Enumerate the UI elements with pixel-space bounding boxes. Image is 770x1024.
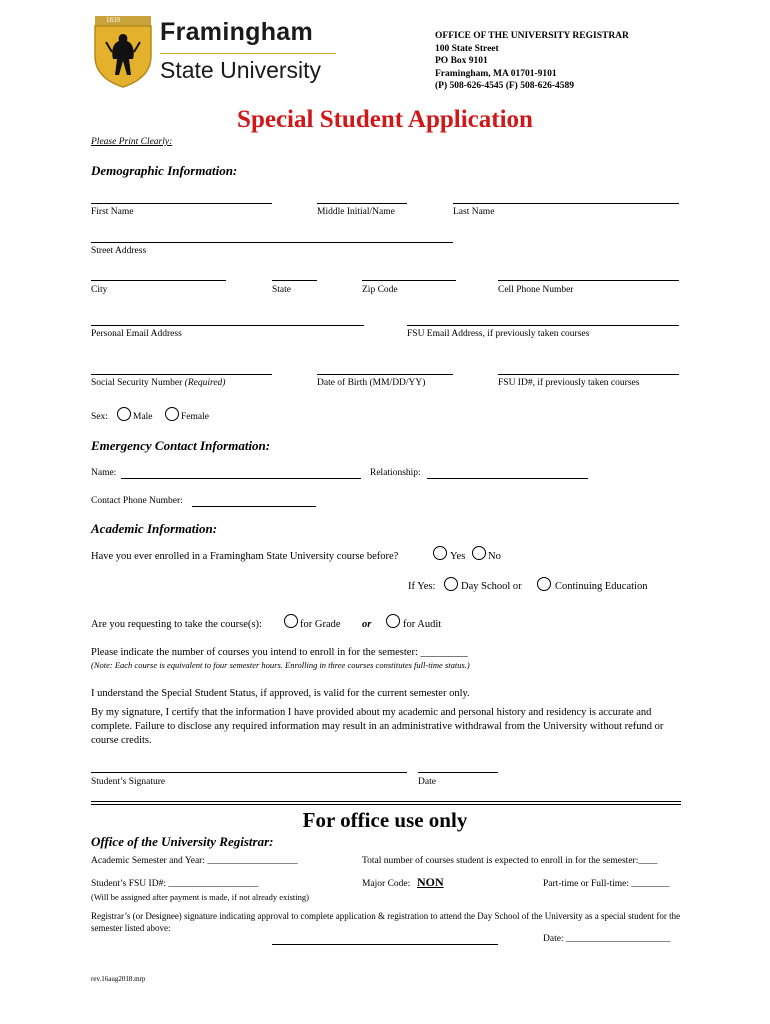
registrar-phone: (P) 508-626-4545 (F) 508-626-4589 bbox=[435, 81, 575, 91]
or-label: or bbox=[362, 619, 372, 630]
num-courses-field[interactable]: _________ bbox=[420, 647, 468, 658]
city-label: City bbox=[91, 285, 108, 295]
logo-name-line2: State University bbox=[160, 57, 322, 83]
zip-label: Zip Code bbox=[362, 285, 398, 295]
personal-email-field[interactable] bbox=[91, 325, 364, 326]
num-courses-text: Please indicate the number of courses you intend to enroll in for the semester: bbox=[91, 647, 418, 658]
emergency-heading: Emergency Contact Information: bbox=[91, 438, 271, 453]
academic-heading: Academic Information: bbox=[91, 521, 218, 536]
male-label: Male bbox=[133, 412, 153, 422]
registrar-approval-text: Registrar’s (or Designee) signature indicating approval to complete application & registration to attend the Day School of the University as a special student for the semester listed above: bbox=[91, 911, 681, 933]
major-code-label: Major Code: bbox=[362, 879, 411, 889]
sex-label: Sex: bbox=[91, 412, 108, 422]
day-school-radio[interactable] bbox=[444, 577, 458, 591]
last-name-field[interactable] bbox=[453, 203, 679, 204]
please-print-note: Please Print Clearly: bbox=[91, 137, 173, 147]
fsu-id-label: FSU ID#, if previously taken courses bbox=[498, 378, 640, 388]
first-name-field[interactable] bbox=[91, 203, 272, 204]
office-fsu-id-field[interactable]: Student’s FSU ID#: ___________________ bbox=[91, 879, 259, 889]
middle-name-label: Middle Initial/Name bbox=[317, 207, 395, 217]
state-label: State bbox=[272, 285, 291, 295]
course-note: (Note: Each course is equivalent to four semester hours. Enrolling in three courses constitutes full-time status.) bbox=[91, 660, 470, 670]
enrolled-no-label: No bbox=[488, 551, 501, 562]
city-field[interactable] bbox=[91, 280, 226, 281]
ssn-required: (Required) bbox=[184, 378, 226, 388]
certification-statement: By my signature, I certify that the information I have provided about my academic and personal history and residency is accurate and complete. Failure to disclose any required information may result in an administrative withdrawal from the University without refund or course credits. bbox=[91, 707, 664, 746]
ssn-field[interactable] bbox=[91, 374, 272, 375]
relationship-label: Relationship: bbox=[370, 468, 421, 478]
middle-name-field[interactable] bbox=[317, 203, 407, 204]
office-use-title: For office use only bbox=[302, 808, 468, 832]
for-grade-radio[interactable] bbox=[284, 614, 298, 628]
fsu-id-assign-note: (Will be assigned after payment is made, if not already existing) bbox=[91, 892, 309, 902]
page-title: Special Student Application bbox=[237, 106, 533, 133]
total-courses-field[interactable]: Total number of courses student is expected to enroll in for the semester:____ bbox=[362, 856, 658, 866]
student-date-label: Date bbox=[418, 777, 436, 787]
enrolled-yes-radio[interactable] bbox=[433, 546, 447, 560]
continuing-ed-label: Continuing Education bbox=[555, 581, 648, 592]
registrar-pobox: PO Box 9101 bbox=[435, 56, 488, 66]
registrar-city: Framingham, MA 01701-9101 bbox=[435, 68, 557, 79]
student-signature-label: Student’s Signature bbox=[91, 777, 166, 787]
enrolled-yes-label: Yes bbox=[450, 551, 466, 562]
seal-icon bbox=[92, 16, 154, 88]
state-field[interactable] bbox=[272, 280, 317, 281]
female-radio[interactable] bbox=[165, 407, 179, 421]
demographic-heading: Demographic Information: bbox=[91, 163, 238, 178]
relationship-field[interactable] bbox=[427, 478, 588, 479]
street-field[interactable] bbox=[91, 242, 453, 243]
for-audit-radio[interactable] bbox=[386, 614, 400, 628]
part-full-time-field[interactable]: Part-time or Full-time: ________ bbox=[543, 879, 670, 889]
male-radio[interactable] bbox=[117, 407, 131, 421]
fsu-email-field[interactable] bbox=[407, 325, 679, 326]
semester-field[interactable]: Academic Semester and Year: ___________________ bbox=[91, 856, 298, 866]
logo-divider bbox=[160, 53, 336, 54]
day-school-label: Day School or bbox=[461, 581, 522, 592]
for-audit-label: for Audit bbox=[403, 619, 442, 630]
office-divider bbox=[91, 801, 681, 802]
zip-field[interactable] bbox=[362, 280, 456, 281]
for-grade-label: for Grade bbox=[300, 619, 341, 630]
cell-label: Cell Phone Number bbox=[498, 285, 574, 295]
if-yes-label: If Yes: bbox=[408, 581, 436, 592]
personal-email-label: Personal Email Address bbox=[91, 329, 182, 339]
enrolled-no-radio[interactable] bbox=[472, 546, 486, 560]
requesting-question: Are you requesting to take the course(s): bbox=[91, 619, 262, 630]
understand-statement: I understand the Special Student Status, if approved, is valid for the current semester only. bbox=[91, 688, 470, 699]
last-name-label: Last Name bbox=[453, 207, 495, 217]
ssn-label-text: Social Security Number bbox=[91, 378, 183, 388]
office-divider-bottom bbox=[91, 804, 681, 805]
major-code-value: NON bbox=[417, 875, 444, 889]
student-date-field[interactable] bbox=[418, 772, 498, 773]
enrolled-question: Have you ever enrolled in a Framingham State University course before? bbox=[91, 551, 399, 562]
ssn-label bbox=[91, 378, 225, 388]
revision-footer: rev.16aug2018.mrp bbox=[91, 975, 146, 983]
continuing-ed-radio[interactable] bbox=[537, 577, 551, 591]
registrar-street: 100 State Street bbox=[435, 43, 499, 54]
street-label: Street Address bbox=[91, 246, 147, 256]
emergency-name-field[interactable] bbox=[121, 478, 361, 479]
registrar-office: OFFICE OF THE UNIVERSITY REGISTRAR bbox=[435, 31, 629, 41]
logo-year: 1839 bbox=[106, 16, 120, 24]
contact-phone-label: Contact Phone Number: bbox=[91, 496, 183, 506]
fsu-id-field[interactable] bbox=[498, 374, 679, 375]
dob-field[interactable] bbox=[317, 374, 453, 375]
first-name-label: First Name bbox=[91, 207, 134, 217]
cell-field[interactable] bbox=[498, 280, 679, 281]
registrar-date-field[interactable]: Date: ______________________ bbox=[543, 934, 671, 944]
university-logo bbox=[92, 16, 342, 88]
office-heading: Office of the University Registrar: bbox=[91, 834, 274, 849]
registrar-signature-field[interactable] bbox=[272, 944, 498, 945]
student-signature-field[interactable] bbox=[91, 772, 407, 773]
num-courses-question bbox=[91, 647, 468, 658]
emergency-name-label: Name: bbox=[91, 468, 117, 478]
contact-phone-field[interactable] bbox=[192, 506, 316, 507]
fsu-email-label: FSU Email Address, if previously taken courses bbox=[407, 329, 590, 339]
logo-name-line1: Framingham bbox=[160, 18, 314, 46]
registrar-address bbox=[435, 30, 629, 93]
dob-label: Date of Birth (MM/DD/YY) bbox=[317, 378, 426, 388]
female-label: Female bbox=[181, 412, 209, 422]
